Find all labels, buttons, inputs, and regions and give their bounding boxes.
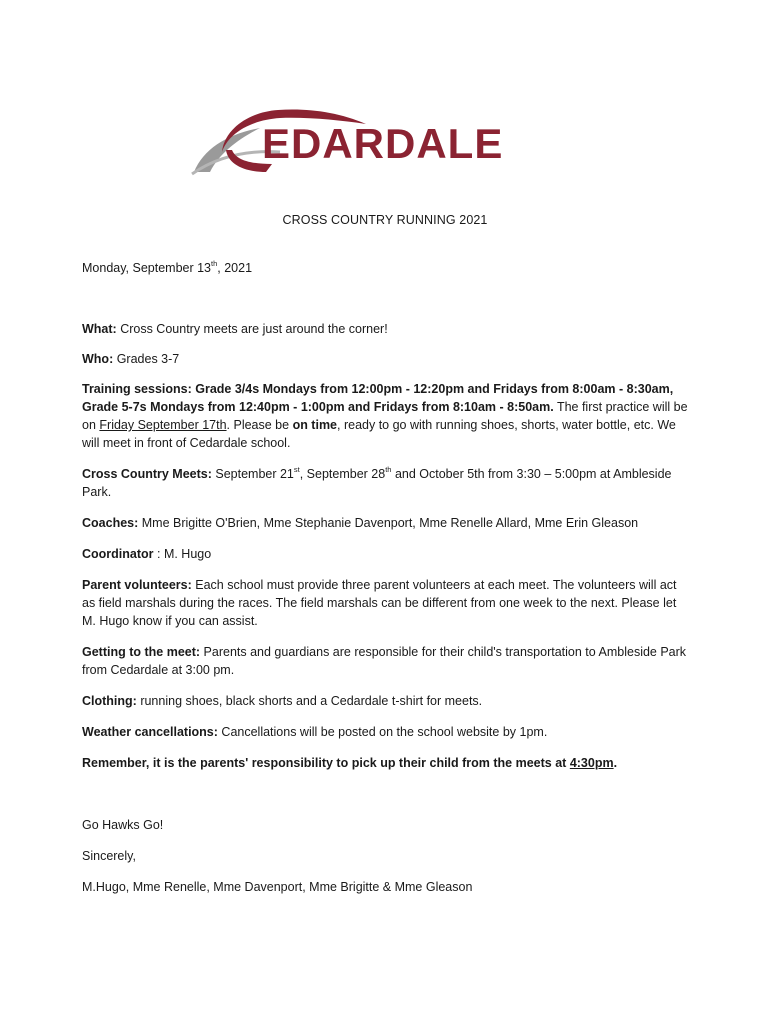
meets-paragraph: Cross Country Meets: September 21st, September 28th and October 5th from 3:30 – 5:00pm at Ambleside Park. — [82, 465, 672, 499]
go-hawks-line: Go Hawks Go! — [82, 818, 164, 832]
weather-line: Weather cancellations: Cancellations will be posted on the school website by 1pm. — [82, 725, 548, 739]
who-line: Who: Grades 3-7 — [82, 352, 180, 366]
letter-body — [82, 320, 692, 896]
clothing-line: Clothing: running shoes, black shorts and a Cedardale t-shirt for meets. — [82, 694, 483, 708]
page-title: CROSS COUNTRY RUNNING 2021 — [282, 213, 488, 227]
signoff-line: M.Hugo, Mme Renelle, Mme Davenport, Mme Brigitte & Mme Gleason — [82, 880, 473, 894]
getting-to-meet-paragraph: Getting to the meet: Parents and guardians are responsible for their child's transportation to Ambleside Park from Cedardale at 3:00 pm. — [82, 645, 687, 677]
cedardale-logo — [188, 100, 548, 178]
coaches-line: Coaches: Mme Brigitte O'Brien, Mme Stephanie Davenport, Mme Renelle Allard, Mme Erin Gleason — [82, 516, 639, 530]
what-line: What: Cross Country meets are just around the corner! — [82, 322, 388, 336]
training-paragraph: Training sessions: Grade 3/4s Mondays from 12:00pm - 12:20pm and Fridays from 8:00am - 8:30am, Grade 5-7s Mondays from 12:40pm - 1:00pm and Fridays from 8:10am - 8:50am. The first practice will be on Friday September 17th. Please be on time, ready to go with running shoes, shorts, water bottle, etc. We will meet in front of Cedardale school. — [82, 382, 688, 450]
coordinator-line: Coordinator : M. Hugo — [82, 547, 212, 561]
letter-date: Monday, September 13th, 2021 — [82, 259, 253, 275]
logo-wordmark: EDARDALE — [262, 120, 504, 167]
remember-line: Remember, it is the parents' responsibility to pick up their child from the meets at 4:30pm. — [82, 756, 618, 770]
sincerely-line: Sincerely, — [82, 849, 136, 863]
parent-volunteers-paragraph: Parent volunteers: Each school must provide three parent volunteers at each meet. The volunteers will act as field marshals during the races. The field marshals can be different from one week to the next. Please let M. Hugo know if you can assist. — [82, 578, 677, 628]
